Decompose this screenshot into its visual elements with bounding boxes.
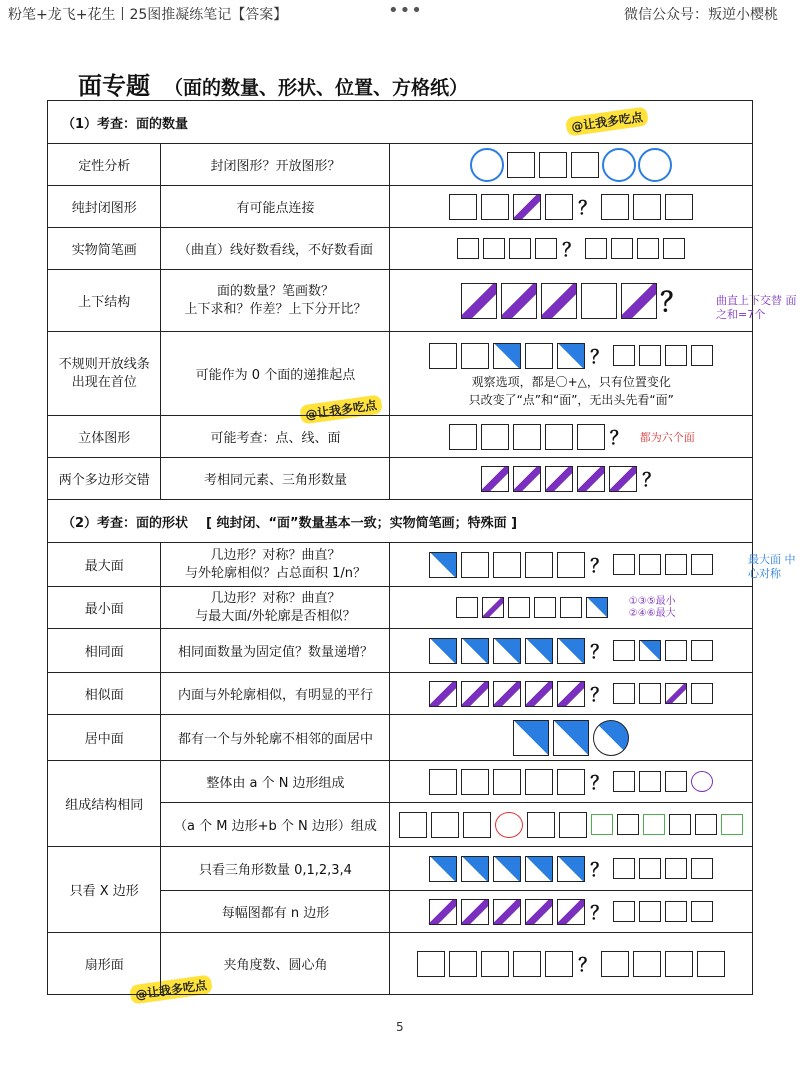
figure-box <box>557 343 585 369</box>
table-row <box>48 228 753 270</box>
row-desc: 考相同元素、三角形数量 <box>161 458 390 500</box>
option-box <box>639 345 661 366</box>
name-line: 不规则开放线条 <box>58 356 150 372</box>
figure-box <box>609 466 637 492</box>
figure-box <box>601 194 629 220</box>
sticker: @让我多吃点 <box>129 974 213 1004</box>
table-row <box>48 761 753 803</box>
desc-line: 上下求和？作差？上下分开比？ <box>184 301 367 317</box>
sticker: @让我多吃点 <box>565 106 649 136</box>
option-box <box>691 554 713 575</box>
section-note: [ 纯封闭、“面”数量基本一致；实物简笔画；特殊面 ] <box>206 515 518 531</box>
figure-box <box>481 424 509 450</box>
row-name: 扇形面 <box>48 933 161 995</box>
figure-cell <box>390 228 753 270</box>
title-sub: （面的数量、形状、位置、方格纸） <box>164 77 469 99</box>
figure-cell <box>390 629 753 673</box>
figure-box <box>429 856 457 882</box>
header-right-account: 微信公众号：叛逆小樱桃 <box>624 7 778 23</box>
figure-box <box>493 343 521 369</box>
row-name: 上下结构 <box>48 270 161 332</box>
question-mark: ？ <box>609 427 628 449</box>
option-box <box>665 345 687 366</box>
figure-box <box>493 856 521 882</box>
figure-box <box>429 681 457 707</box>
figure-box <box>461 283 497 319</box>
option-box <box>691 858 713 879</box>
figure-box <box>557 856 585 882</box>
figure-box <box>557 769 585 795</box>
figure-box <box>557 638 585 664</box>
figure-box <box>429 638 457 664</box>
figure-box <box>534 597 556 618</box>
figure-cell <box>390 144 753 186</box>
section-header: （1）考查：面的数量 <box>48 101 753 144</box>
figure-box <box>585 238 607 259</box>
desc-line: 与外轮廓相似？占总面积 1/n？ <box>184 565 366 581</box>
figure-box <box>429 769 457 795</box>
figure-box <box>539 152 567 178</box>
figure-box <box>481 194 509 220</box>
figure-box <box>577 466 605 492</box>
figure-cell <box>390 416 753 458</box>
figure-cell <box>390 332 753 416</box>
row-desc <box>161 587 390 629</box>
option-box <box>721 814 743 835</box>
figure-box <box>525 343 553 369</box>
observe-note: 只改变了“点”和“面”，无出头先看“面” <box>468 392 674 407</box>
figure-cell <box>390 933 753 995</box>
figure-box <box>545 466 573 492</box>
option-box <box>691 640 713 661</box>
option-box <box>613 683 635 704</box>
option-box <box>665 901 687 922</box>
row-name: 两个多边形交错 <box>48 458 161 500</box>
question-mark: ？ <box>642 469 661 491</box>
figure-box <box>493 638 521 664</box>
figure-cell <box>390 543 753 587</box>
section-header <box>48 500 753 543</box>
row-desc: 夹角度数、圆心角 <box>161 933 390 995</box>
option-box <box>695 814 717 835</box>
figure-cell <box>390 847 753 891</box>
figure-box <box>637 238 659 259</box>
option-box <box>697 951 725 977</box>
option-box <box>665 554 687 575</box>
handwritten-note: ①③⑤最小 ②④⑥最大 <box>628 595 676 619</box>
option-box <box>613 640 635 661</box>
figure-box <box>560 597 582 618</box>
figure-box <box>525 769 553 795</box>
table-row <box>48 933 753 995</box>
table-row <box>48 270 753 332</box>
figure-box <box>507 152 535 178</box>
top-bar <box>0 0 800 26</box>
figure-box <box>581 283 617 319</box>
question-mark: ？ <box>562 239 581 261</box>
figure-box <box>557 899 585 925</box>
page-number: 5 <box>396 1020 404 1034</box>
handwritten-note: 曲直上下交替 面之和=7个 <box>716 294 797 321</box>
figure-box <box>559 812 587 838</box>
question-mark: ？ <box>660 288 687 318</box>
figure-box <box>483 238 505 259</box>
figure-box <box>429 899 457 925</box>
table-row <box>48 458 753 500</box>
figure-box <box>399 812 427 838</box>
figure-box <box>508 597 530 618</box>
question-mark: ？ <box>590 346 609 368</box>
desc-line: 面的数量？笔画数？ <box>216 283 334 299</box>
figure-box <box>535 238 557 259</box>
figure-box <box>431 812 459 838</box>
row-desc: 内面与外轮廓相似，有明显的平行 <box>161 673 390 715</box>
option-box <box>591 814 613 835</box>
section-label: （2）考查：面的形状 <box>62 515 189 531</box>
row-desc: 可能考查：点、线、面 <box>161 416 390 458</box>
row-name: 只看 X 边形 <box>48 847 161 933</box>
option-box <box>613 858 635 879</box>
row-name: 组成结构相同 <box>48 761 161 847</box>
row-name: 最小面 <box>48 587 161 629</box>
figure-box <box>557 552 585 578</box>
option-box <box>613 901 635 922</box>
option-box <box>613 345 635 366</box>
figure-box <box>525 638 553 664</box>
figure-box <box>493 769 521 795</box>
option-box <box>601 951 629 977</box>
figure-box <box>541 283 577 319</box>
table-row <box>48 144 753 186</box>
figure-box <box>513 424 541 450</box>
row-desc: 相同面数量为固定值？数量递增？ <box>161 629 390 673</box>
row-name: 相似面 <box>48 673 161 715</box>
figure-box <box>461 638 489 664</box>
option-box <box>633 951 661 977</box>
figure-cell <box>390 803 753 847</box>
question-mark: ？ <box>590 859 609 881</box>
row-name: 实物简笔画 <box>48 228 161 270</box>
figure-box <box>493 899 521 925</box>
row-desc: 都有一个与外轮廓不相邻的面居中 <box>161 715 390 761</box>
row-name: 立体图形 <box>48 416 161 458</box>
question-mark: ？ <box>590 555 609 577</box>
row-name: 定性分析 <box>48 144 161 186</box>
table-row <box>48 543 753 587</box>
figure-box <box>482 597 504 618</box>
alarm-clock-icon <box>602 148 636 182</box>
handwritten-note: 最大面 中心对称 <box>748 553 796 580</box>
figure-box <box>633 194 661 220</box>
row-desc: 只看三角形数量 0,1,2,3,4 <box>161 847 390 891</box>
option-box <box>643 814 665 835</box>
figure-box <box>545 951 573 977</box>
question-mark: ？ <box>590 684 609 706</box>
page-title <box>78 66 468 101</box>
figure-box <box>557 681 585 707</box>
figure-box <box>461 856 489 882</box>
desc-line: 几边形？对称？曲直？ <box>210 590 341 606</box>
figure-box <box>449 424 477 450</box>
figure-cell <box>390 458 753 500</box>
option-box <box>639 683 661 704</box>
option-box <box>665 858 687 879</box>
figure-cell <box>390 587 753 629</box>
option-box <box>617 814 639 835</box>
row-desc: 整体由 a 个 N 边形组成 <box>161 761 390 803</box>
option-box <box>691 345 713 366</box>
option-box <box>639 858 661 879</box>
table-row <box>48 332 753 416</box>
table-row <box>48 587 753 629</box>
option-box <box>665 771 687 792</box>
figure-cell <box>390 761 753 803</box>
figure-box <box>417 951 445 977</box>
figure-box <box>456 597 478 618</box>
row-name: 相同面 <box>48 629 161 673</box>
figure-box <box>461 769 489 795</box>
table-row <box>48 186 753 228</box>
option-box <box>639 640 661 661</box>
desc-line: 与最大面/外轮廓是否相似？ <box>195 608 356 624</box>
figure-cell <box>390 715 753 761</box>
figure-box <box>621 283 657 319</box>
figure-box <box>525 856 553 882</box>
row-desc <box>161 543 390 587</box>
option-box <box>665 683 687 704</box>
figure-box <box>481 466 509 492</box>
figure-box <box>665 194 693 220</box>
title-main: 面专题 <box>78 71 150 100</box>
option-box <box>691 901 713 922</box>
figure-box <box>525 552 553 578</box>
figure-cell <box>390 891 753 933</box>
option-box <box>669 814 691 835</box>
gear-icon <box>470 148 504 182</box>
figure-box <box>457 238 479 259</box>
row-desc: （a 个 M 边形+b 个 N 边形）组成 <box>161 803 390 847</box>
question-mark: ？ <box>590 641 609 663</box>
figure-box <box>501 283 537 319</box>
figure-cell <box>390 673 753 715</box>
question-mark: ？ <box>590 772 609 794</box>
option-box <box>691 683 713 704</box>
figure-box <box>525 681 553 707</box>
figure-box <box>493 552 521 578</box>
table-row <box>48 673 753 715</box>
header-left-title: 粉笔+龙飞+花生丨25图推凝练笔记【答案】 <box>8 7 288 23</box>
figure-box <box>513 720 549 756</box>
figure-box <box>481 951 509 977</box>
desc-line: 几边形？对称？曲直？ <box>210 547 341 563</box>
row-desc: （曲直）线好数看线，不好数看面 <box>161 228 390 270</box>
name-line: 出现在首位 <box>71 374 137 390</box>
row-desc: 可能作为 0 个面的递推起点 <box>161 332 390 416</box>
figure-box <box>429 552 457 578</box>
question-mark: ？ <box>578 954 597 976</box>
figure-box <box>553 720 589 756</box>
figure-box <box>461 552 489 578</box>
figure-box <box>611 238 633 259</box>
option-box <box>691 771 713 792</box>
figure-box <box>571 152 599 178</box>
more-dots-icon[interactable]: ••• <box>388 0 423 21</box>
row-name: 纯封闭图形 <box>48 186 161 228</box>
option-box <box>665 951 693 977</box>
figure-box <box>461 343 489 369</box>
option-box <box>639 554 661 575</box>
figure-box <box>449 194 477 220</box>
row-name: 居中面 <box>48 715 161 761</box>
figure-cell <box>390 186 753 228</box>
row-name: 最大面 <box>48 543 161 587</box>
figure-cell <box>390 270 753 332</box>
figure-box <box>463 812 491 838</box>
notes-table <box>47 100 753 995</box>
figure-box <box>663 238 685 259</box>
table-row <box>48 629 753 673</box>
table-row <box>48 715 753 761</box>
figure-box <box>586 597 608 618</box>
row-desc: 封闭图形？开放图形？ <box>161 144 390 186</box>
figure-box <box>525 899 553 925</box>
row-desc: 每幅图都有 n 边形 <box>161 891 390 933</box>
figure-box <box>449 951 477 977</box>
figure-box <box>509 238 531 259</box>
figure-box <box>513 466 541 492</box>
handwritten-note: 都为六个面 <box>639 430 695 444</box>
table-row <box>48 847 753 891</box>
table-row <box>48 416 753 458</box>
option-box <box>639 771 661 792</box>
figure-box <box>461 681 489 707</box>
row-desc: 有可能点连接 <box>161 186 390 228</box>
observe-note: 观察选项，都是〇+△，只有位置变化 <box>471 374 671 389</box>
figure-box <box>495 812 523 838</box>
sticker: @让我多吃点 <box>299 394 383 424</box>
option-box <box>665 640 687 661</box>
question-mark: ？ <box>590 902 609 924</box>
figure-box <box>577 424 605 450</box>
figure-box <box>545 424 573 450</box>
question-mark: ？ <box>578 197 597 219</box>
figure-box <box>593 720 629 756</box>
row-desc <box>161 270 390 332</box>
figure-box <box>513 951 541 977</box>
row-name <box>48 332 161 416</box>
option-box <box>639 901 661 922</box>
figure-box <box>493 681 521 707</box>
figure-box <box>545 194 573 220</box>
figure-box <box>461 899 489 925</box>
figure-box <box>527 812 555 838</box>
hourglass-icon <box>638 148 672 182</box>
option-box <box>613 771 635 792</box>
figure-box <box>513 194 541 220</box>
option-box <box>613 554 635 575</box>
figure-box <box>429 343 457 369</box>
